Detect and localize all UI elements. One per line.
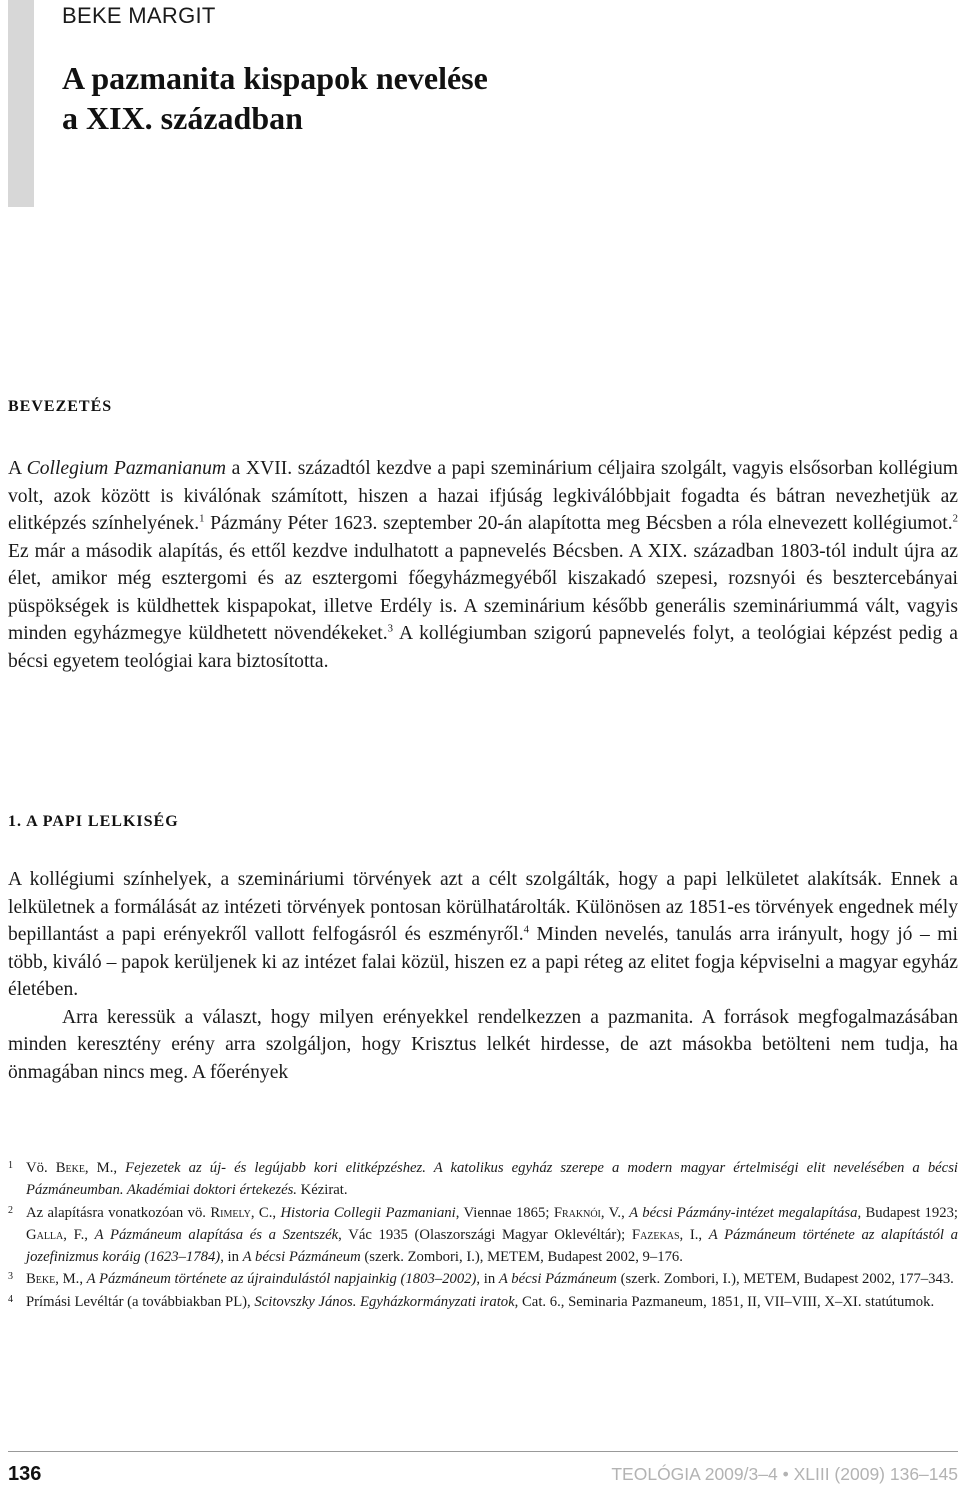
fn2-text: , Viennae 1865; [455,1204,554,1221]
fn3-text: , [79,1271,87,1288]
footnote-3 [8,1268,958,1290]
footnote-ref-2[interactable]: 2 [952,512,959,525]
intro-text-3: Pázmány Péter 1623. szeptember 20-án alapította meg Bécsben a róla elnevezett kollégiumot. [204,513,953,534]
footnote-2 [8,1202,958,1269]
intro-collegium-italic: Collegium Pazmanianum [26,458,227,479]
article-title [62,58,488,138]
intro-text-4: Ez már a második alapítás, és ettől kezdve indulhatott a papnevelés Bécsben. A XIX. században 1803-tól indult újra az élet, amikor még esztergomi és az esztergomi főegyházmegyéből kiszakadó szepesi, rozsnyói és besztercebányai püspökségek is küldhettek kispapokat, illetve Erdély is. A szeminárium később generális szemináriummá vált, vagyis minden egyházmegye küldhetett növendékeket. [8,540,958,644]
fn1-text: Kézirat. [296,1182,348,1199]
fn1-text: Vö. [26,1160,56,1176]
fn2-title: A Pázmáneum története az alapítástól a jozefinizmus koráig (1623–1784) [26,1226,959,1266]
footnote-ref-3[interactable]: 3 [387,622,394,635]
footnote-4 [8,1291,958,1313]
header-grey-bar [8,0,34,207]
footnote-3-number: 3 [8,1271,13,1283]
footnote-1 [8,1157,958,1202]
footer-rule [8,1451,958,1452]
fn4-text: , Cat. 6., Seminaria Pazmaneum, 1851, II, VII–VIII, X–XI. statútumok. [514,1293,935,1310]
fn2-author: Fraknói, V. [553,1204,622,1221]
page-number: 136 [8,1463,42,1485]
sec1-text-2: Minden nevelés, tanulás arra irányult, hogy jó – mi több, kiváló – papok kerüljenek ki az intézet falai közül, hiszen ez a papi réteg az elitet fogja képviselni a magyar egyház életében. [8,924,958,1000]
fn1-title: Fejezetek az új- és legújabb kori elitképzéshez. A katolikus egyház szerepe a modern magyar értelmiségi elit nevelésében a bécsi Pázmáneumban. Akadémiai doktori értekezés. [26,1160,958,1199]
fn3-author: Beke, M. [26,1271,80,1288]
fn4-text: Prímási Levéltár (a továbbiakban PL), [26,1293,255,1310]
fn2-text: , Vác 1935 (Olaszországi Magyar Oklevéltár); [338,1226,632,1243]
footnote-4-number: 4 [8,1293,13,1305]
fn2-title: A Pázmáneum alapítása és a Szentszék [94,1226,339,1243]
section-1-paragraph-1 [8,869,958,1000]
fn3-text: , in [476,1271,499,1288]
intro-paragraph [8,455,958,675]
footnote-2-number: 2 [8,1204,13,1216]
fn2-text: , [272,1204,281,1221]
title-line-2: a XIX. században [62,100,303,136]
section-1-paragraph-2: Arra keressük a választ, hogy milyen erényekkel rendelkezzen a pazmanita. A források megfogalmazásában minden keresztény erény arra szolgáljon, hogy Krisztus lelkét hirdesse, de azt másokba betölteni nem tudja, ha önmagában nincs meg. A főerények [8,1006,958,1083]
fn1-author: Beke, M. [55,1160,114,1176]
fn2-text: , Budapest 1923; [857,1204,959,1221]
fn3-text: (szerk. Zombori, I.), METEM, Budapest 2002, 177–343. [616,1271,954,1288]
sec1-text-1: A kollégiumi színhelyek, a szemináriumi törvények azt a célt szolgálták, hogy a papi lelkületet alakítsák. Ennek a lelkületnek a formálását az intézeti törvények pontosan körülhatárolták. Különösen az 1851-es törvények engednek mély bepillantást a papi erényekről vallott felfogásról és eszményről. [8,869,958,945]
footnote-1-number: 1 [8,1160,13,1171]
footnote-ref-1[interactable]: 1 [199,512,205,525]
section-heading-1: 1. A PAPI LELKISÉG [8,813,179,830]
fn2-author: Fazekas, I. [631,1226,699,1243]
fn2-text: , [698,1226,709,1243]
author-name: BEKE MARGIT [62,3,216,28]
intro-text-5: A kollégiumban szigorú papnevelés folyt, a teológiai képzést pedig a bécsi egyetem teológiai kara biztosította. [8,623,958,672]
fn3-title: A bécsi Pázmáneum [498,1271,617,1288]
fn1-text: , [113,1160,126,1176]
fn2-title: Historia Collegii Pazmaniani [280,1204,456,1221]
section-heading-intro: BEVEZETÉS [8,398,113,415]
fn3-title: A Pázmáneum története az újraindulástól napjainkig (1803–2002) [86,1271,477,1288]
fn2-author: Galla, F. [26,1226,85,1243]
footnote-ref-4[interactable]: 4 [523,923,530,936]
fn2-text: (szerk. Zombori, I.), METEM, Budapest 2002, 9–176. [360,1249,683,1266]
fn2-author: Rimely, C. [210,1204,273,1221]
fn2-title: A bécsi Pázmáneum [242,1249,361,1266]
title-line-1: A pazmanita kispapok nevelése [62,60,488,96]
fn2-text: , [621,1204,630,1221]
journal-citation: TEOLÓGIA 2009/3–4 • XLIII (2009) 136–145 [611,1464,958,1484]
fn4-title: Scitovszky János. Egyházkormányzati iratok [254,1293,515,1310]
footnotes [8,1157,958,1313]
fn2-text: , [84,1226,95,1243]
intro-text-2: a XVII. századtól kezdve a papi szeminárium céljaira szolgált, vagyis elsősorban kollégium volt, azok között is kiválónak számított, hiszen a hazai ifjúság legkiválóbbjait fogadta és bátran nevezhetjük az elitképzés színhelyének. [8,458,959,534]
intro-text-1: A [8,458,27,479]
fn2-text: Az alapításra vonatkozóan vö. [26,1204,211,1221]
section-1-body [8,866,958,1086]
fn2-title: A bécsi Pázmány-intézet megalapítása [629,1204,858,1221]
fn2-text: , in [220,1249,243,1266]
